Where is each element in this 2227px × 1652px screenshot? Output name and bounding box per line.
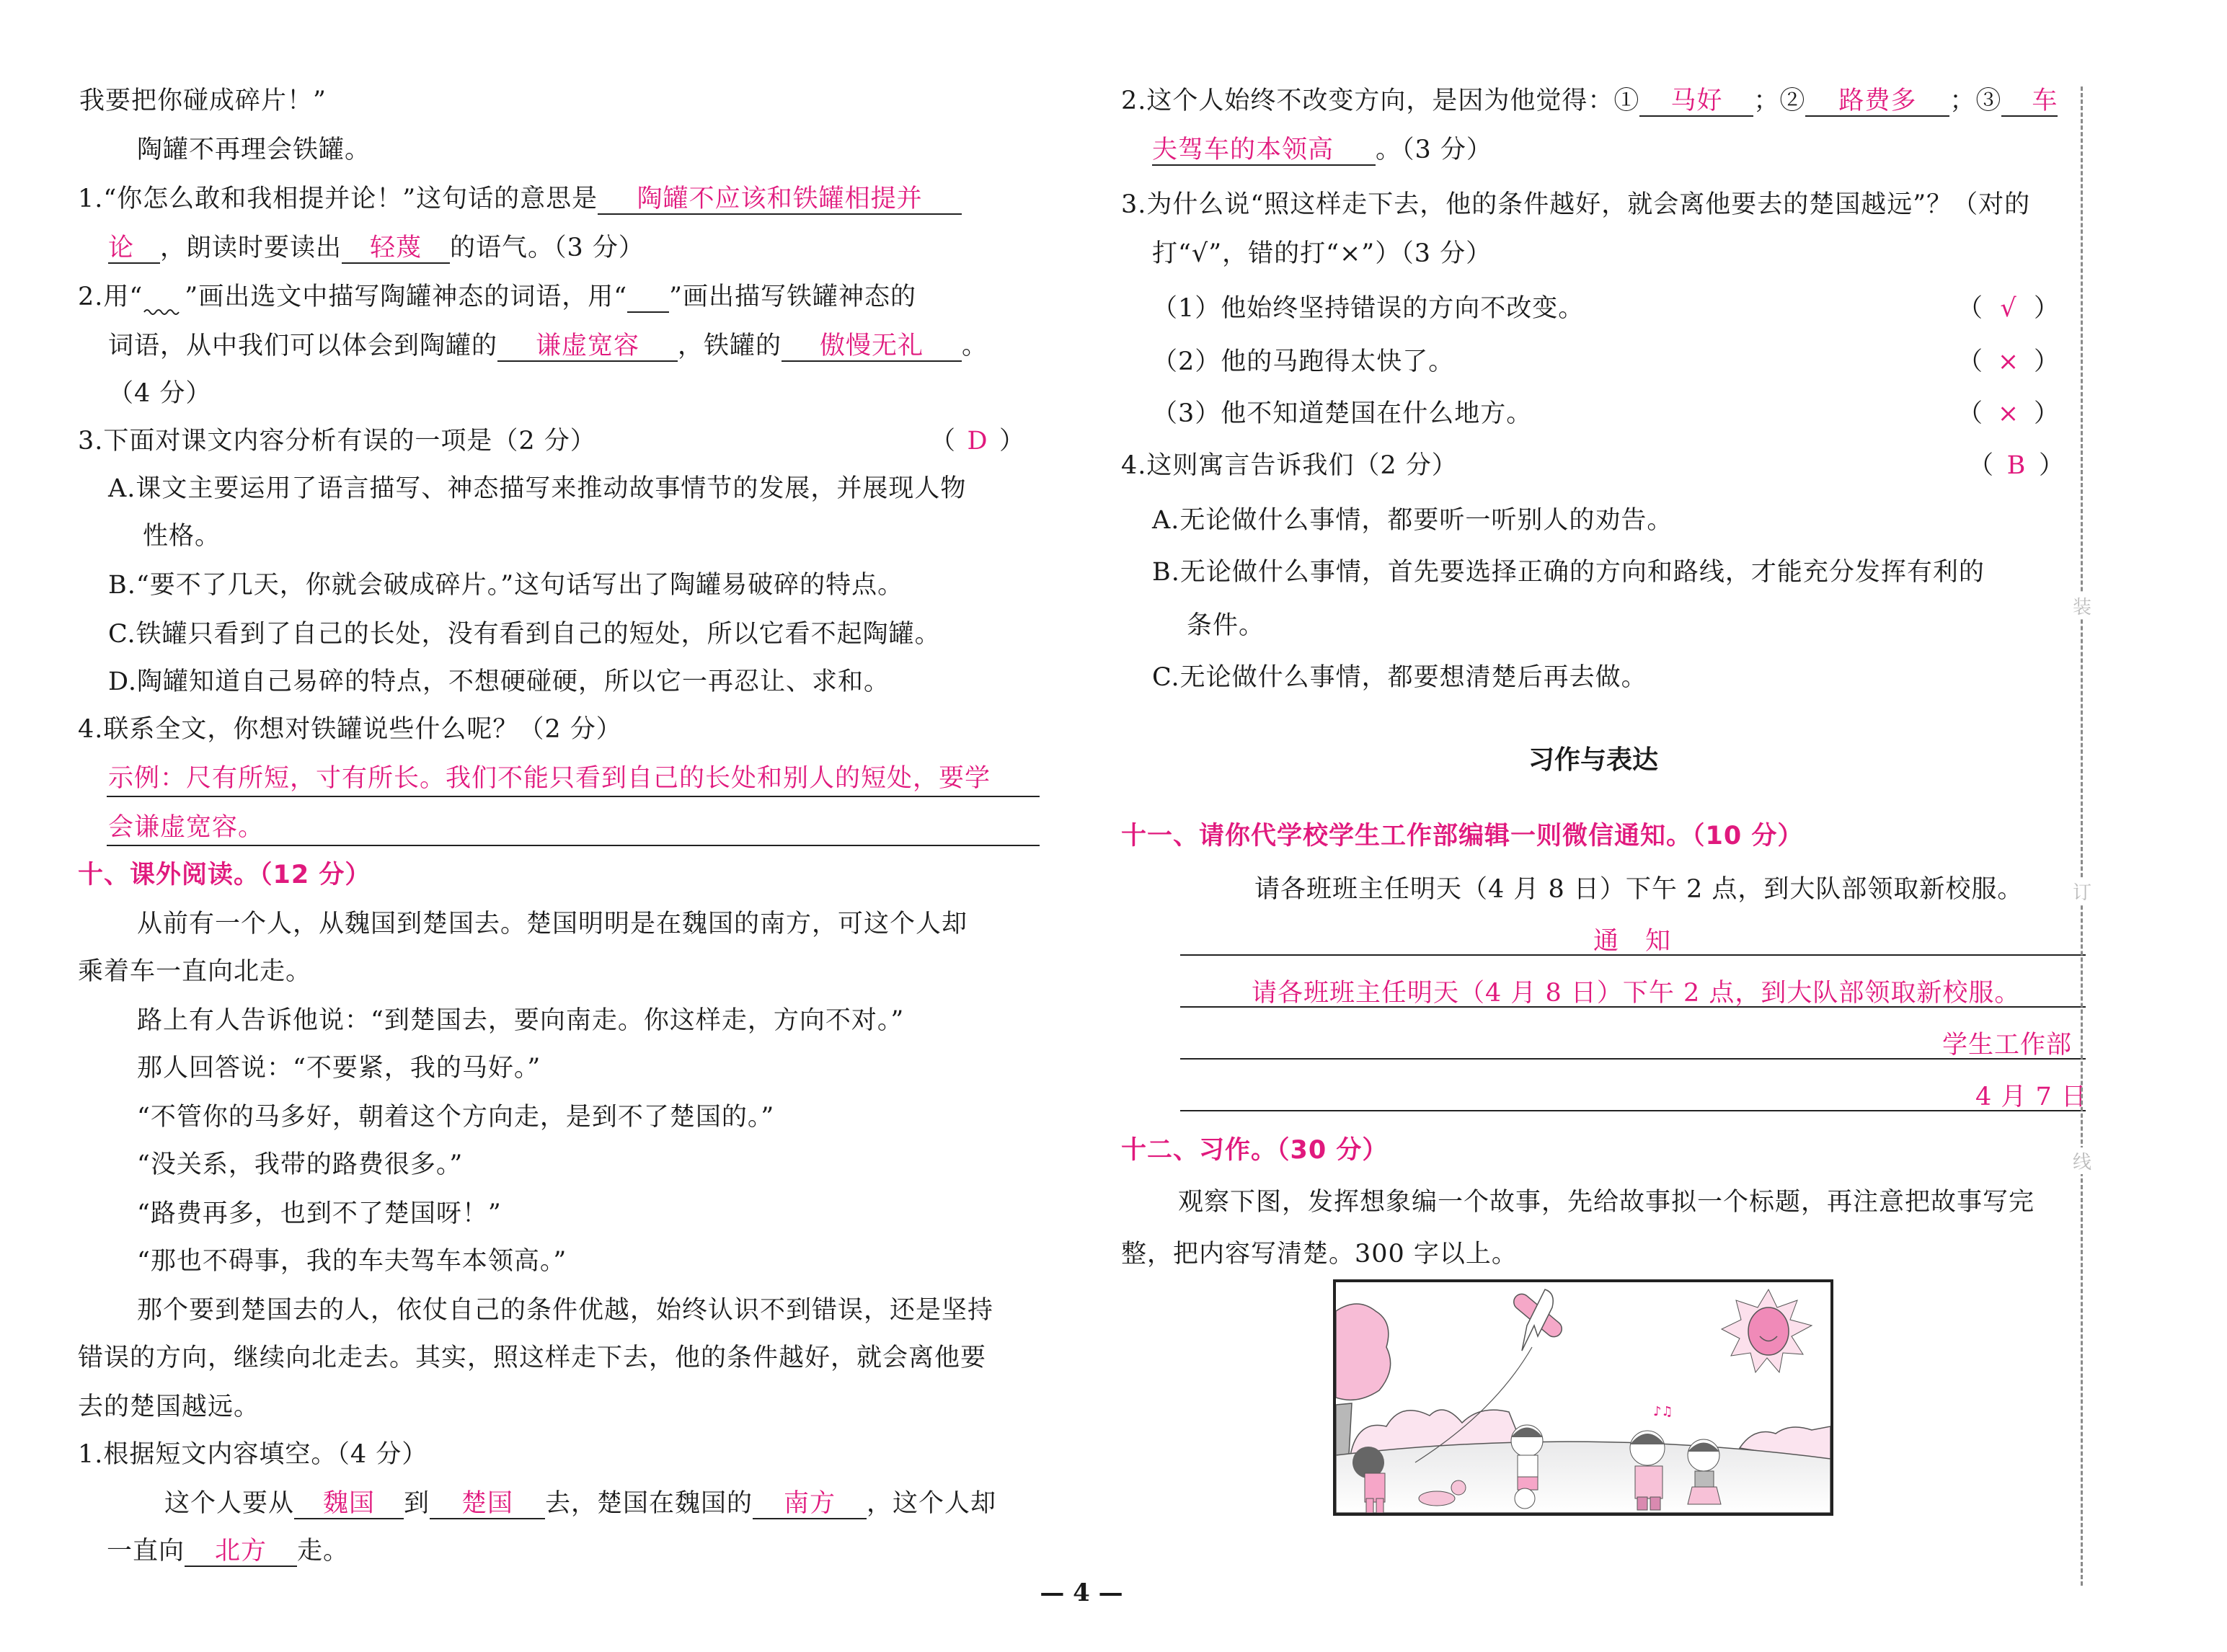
section-11-title: 十一、请你代学校学生工作部编辑一则微信通知。（10 分） [1121, 822, 1804, 851]
paren-close: ） [999, 427, 1026, 456]
answer-blank: 北方 [185, 1537, 297, 1567]
page-number: — 4 — [1040, 1578, 1123, 1607]
answer-blank: 论 [108, 234, 160, 264]
check-mark-icon: √ [2000, 294, 2017, 323]
passage-line: 陶罐不再理会铁罐。 [137, 136, 371, 164]
passage-line: “没关系，我带的路费很多。” [137, 1150, 464, 1179]
question-r4: 4.这则寓言告诉我们（2 分） [1121, 451, 1458, 480]
answer-blank: 轻蔑 [342, 234, 450, 264]
binding-label: 订 [2071, 878, 2094, 905]
option-b: B.无论做什么事情，首先要选择正确的方向和路线，才能充分发挥有利的 [1152, 558, 1985, 587]
paren-open: （ [1968, 451, 1995, 480]
answer-blank: 魏国 [294, 1489, 404, 1519]
question-2 [78, 281, 916, 313]
fill-in-line-cont [107, 1535, 349, 1567]
passage-line: 从前有一个人，从魏国到楚国去。楚国明明是在魏国的南方，可这个人却 [137, 910, 968, 938]
question-text: 。（3 分） [1376, 136, 1492, 164]
judge-item: （1）他始终坚持错误的方向不改变。 [1152, 294, 1585, 323]
question-4: 4.联系全文，你想对铁罐说些什么呢？（2 分） [78, 715, 622, 744]
answer-underline [107, 845, 1040, 846]
notice-body: 请各班班主任明天（4 月 8 日）下午 2 点，到大队部领取新校服。 [1252, 979, 2021, 1008]
answer-paren [1968, 450, 2065, 481]
question-10-1: 1.根据短文内容填空。（4 分） [78, 1440, 428, 1469]
binding-label: 装 [2071, 592, 2094, 619]
question-2-cont [108, 330, 988, 362]
binding-dashed-line [2081, 86, 2083, 1586]
option-b: B.“要不了几天，你就会破成碎片。”这句话写出了陶罐易破碎的特点。 [108, 571, 904, 600]
paren-close: ） [2034, 347, 2060, 376]
answer-blank: 路费多 [1805, 86, 1949, 117]
passage-line: 乘着车一直向北走。 [78, 957, 312, 986]
judge-answer [1957, 398, 2060, 430]
notice-line [1180, 1058, 2086, 1060]
fill-in-line [164, 1488, 996, 1519]
passage-line: “不管你的马多好，朝着这个方向走，是到不了楚国的。” [137, 1103, 775, 1132]
paren-close: ） [2039, 451, 2066, 480]
sun-icon [1722, 1289, 1812, 1372]
option-b-cont: 条件。 [1187, 611, 1265, 640]
answer-blank: 陶罐不应该和铁罐相提并 [598, 185, 962, 215]
paren-open: （ [1957, 399, 1984, 428]
notice-line [1180, 954, 2086, 956]
question-text: 到 [404, 1489, 430, 1518]
question-1 [78, 183, 962, 215]
passage-line: 错误的方向，继续向北走去。其实，照这样走下去，他的条件越好，就会离他要 [78, 1344, 987, 1372]
question-r3-cont: 打“√”，错的打“×”）（3 分） [1152, 239, 1492, 268]
question-r3: 3.为什么说“照这样走下去，他的条件越好，就会离他要去的楚国越远”？（对的 [1121, 190, 2031, 219]
question-text: 1.“你怎么敢和我相提并论！”这句话的意思是 [78, 185, 598, 213]
question-r2 [1121, 85, 2058, 117]
question-text: 2.这个人始终不改变方向，是因为他觉得：① [1121, 86, 1640, 115]
judge-answer [1957, 293, 2060, 324]
option-a-cont: 性格。 [143, 522, 221, 551]
paren-open: （ [1957, 347, 1984, 376]
soccer-ball-icon [1515, 1488, 1535, 1509]
answer-blank: 南方 [753, 1489, 867, 1519]
writing-prompt-picture [1333, 1279, 1833, 1516]
question-text: 词语，从中我们可以体会到陶罐的 [108, 332, 498, 360]
notice-line [1180, 1110, 2086, 1111]
question-score: （4 分） [108, 379, 212, 408]
question-text: ”画出选文中描写陶罐神态的词语，用“ [185, 283, 628, 311]
option-a: A.无论做什么事情，都要听一听别人的劝告。 [1152, 506, 1673, 535]
writing-prompt-cont: 整，把内容写清楚。300 字以上。 [1121, 1240, 1518, 1269]
passage-line: “那也不碍事，我的车夫驾车本领高。” [137, 1247, 567, 1276]
passage-line: 那人回答说：“不要紧，我的马好。” [137, 1054, 541, 1083]
question-text: 2.用“ [78, 283, 143, 311]
judge-item: （2）他的马跑得太快了。 [1152, 347, 1455, 376]
answer-choice: D [967, 427, 988, 456]
paren-open: （ [930, 427, 957, 456]
question-text: 去，楚国在魏国的 [545, 1489, 753, 1518]
writing-prompt: 观察下图，发挥想象编一个故事，先给故事拟一个标题，再注意把故事写完 [1178, 1188, 2035, 1217]
passage-line: 我要把你碰成碎片！” [79, 86, 327, 115]
option-d: D.陶罐知道自己易碎的特点，不想硬碰硬，所以它一再忍让、求和。 [108, 667, 890, 696]
music-note-icon: ♪♫ [1653, 1404, 1673, 1419]
passage-line: 去的楚国越远。 [78, 1393, 260, 1421]
question-text: 。 [962, 332, 988, 360]
judge-answer [1957, 346, 2060, 378]
answer-text: 示例：尺有所短，寸有所长。我们不能只看到自己的长处和别人的短处，要学 [108, 764, 991, 793]
answer-blank: 谦虚宽容 [497, 332, 678, 362]
paren-close: ） [2034, 399, 2060, 428]
straight-underline-icon [627, 294, 669, 313]
answer-choice: B [2006, 451, 2027, 480]
notice-date: 4 月 7 日 [1975, 1083, 2087, 1111]
judge-item: （3）他不知道楚国在什么地方。 [1152, 399, 1533, 428]
option-a: A.课文主要运用了语言描写、神态描写来推动故事情节的发展，并展现人物 [108, 474, 967, 503]
option-c: C.无论做什么事情，都要想清楚后再去做。 [1152, 663, 1647, 692]
cross-mark-icon: × [1997, 399, 2020, 428]
answer-paren [930, 425, 1025, 457]
answer-underline [107, 796, 1040, 797]
question-text: ，这个人却 [867, 1489, 997, 1518]
paren-close: ） [2034, 294, 2060, 323]
question-text: 一直向 [107, 1537, 185, 1566]
section-10-title: 十、课外阅读。（12 分） [78, 861, 371, 889]
passage-line: “路费再多，也到不了楚国呀！” [137, 1199, 502, 1228]
notice-line [1180, 1006, 2086, 1008]
binding-label: 线 [2071, 1147, 2094, 1174]
option-c: C.铁罐只看到了自己的长处，没有看到自己的短处，所以它看不起陶罐。 [108, 620, 941, 649]
notice-sender: 学生工作部 [1942, 1031, 2073, 1060]
question-text: ”画出描写铁罐神态的 [669, 283, 916, 311]
question-text: 的语气。（3 分） [450, 234, 645, 262]
answer-blank: 傲慢无礼 [782, 332, 962, 362]
answer-text: 会谦虚宽容。 [108, 813, 265, 842]
question-text: 这个人要从 [164, 1489, 295, 1518]
answer-blank: 夫驾车的本领高 [1152, 136, 1376, 166]
cross-mark-icon: × [1997, 347, 2020, 376]
section-12-title: 十二、习作。（30 分） [1121, 1136, 1389, 1165]
question-text: 走。 [297, 1537, 350, 1566]
answer-blank: 马好 [1639, 86, 1753, 117]
part-heading: 习作与表达 [1528, 745, 1659, 775]
notice-prompt: 请各班班主任明天（4 月 8 日）下午 2 点，到大队部领取新校服。 [1254, 875, 2024, 904]
answer-blank: 车 [2001, 86, 2058, 117]
question-1-cont [108, 232, 645, 264]
wavy-underline-icon [143, 291, 185, 313]
question-text: ；③ [1949, 86, 2002, 115]
passage-line: 那个要到楚国去的人，依仗自己的条件优越，始终认识不到错误，还是坚持 [137, 1296, 994, 1325]
notice-title: 通 知 [1593, 927, 1672, 956]
paren-open: （ [1957, 294, 1984, 323]
question-text: ；② [1753, 86, 1806, 115]
question-text: ，铁罐的 [678, 332, 782, 360]
children-playing-illustration [1336, 1282, 1830, 1513]
question-r2-cont [1152, 134, 1492, 166]
question-text: ，朗读时要读出 [160, 234, 342, 262]
passage-line: 路上有人告诉他说：“到楚国去，要向南走。你这样走，方向不对。” [137, 1006, 905, 1035]
question-3: 3.下面对课文内容分析有误的一项是（2 分） [78, 427, 596, 456]
answer-blank: 楚国 [430, 1489, 545, 1519]
